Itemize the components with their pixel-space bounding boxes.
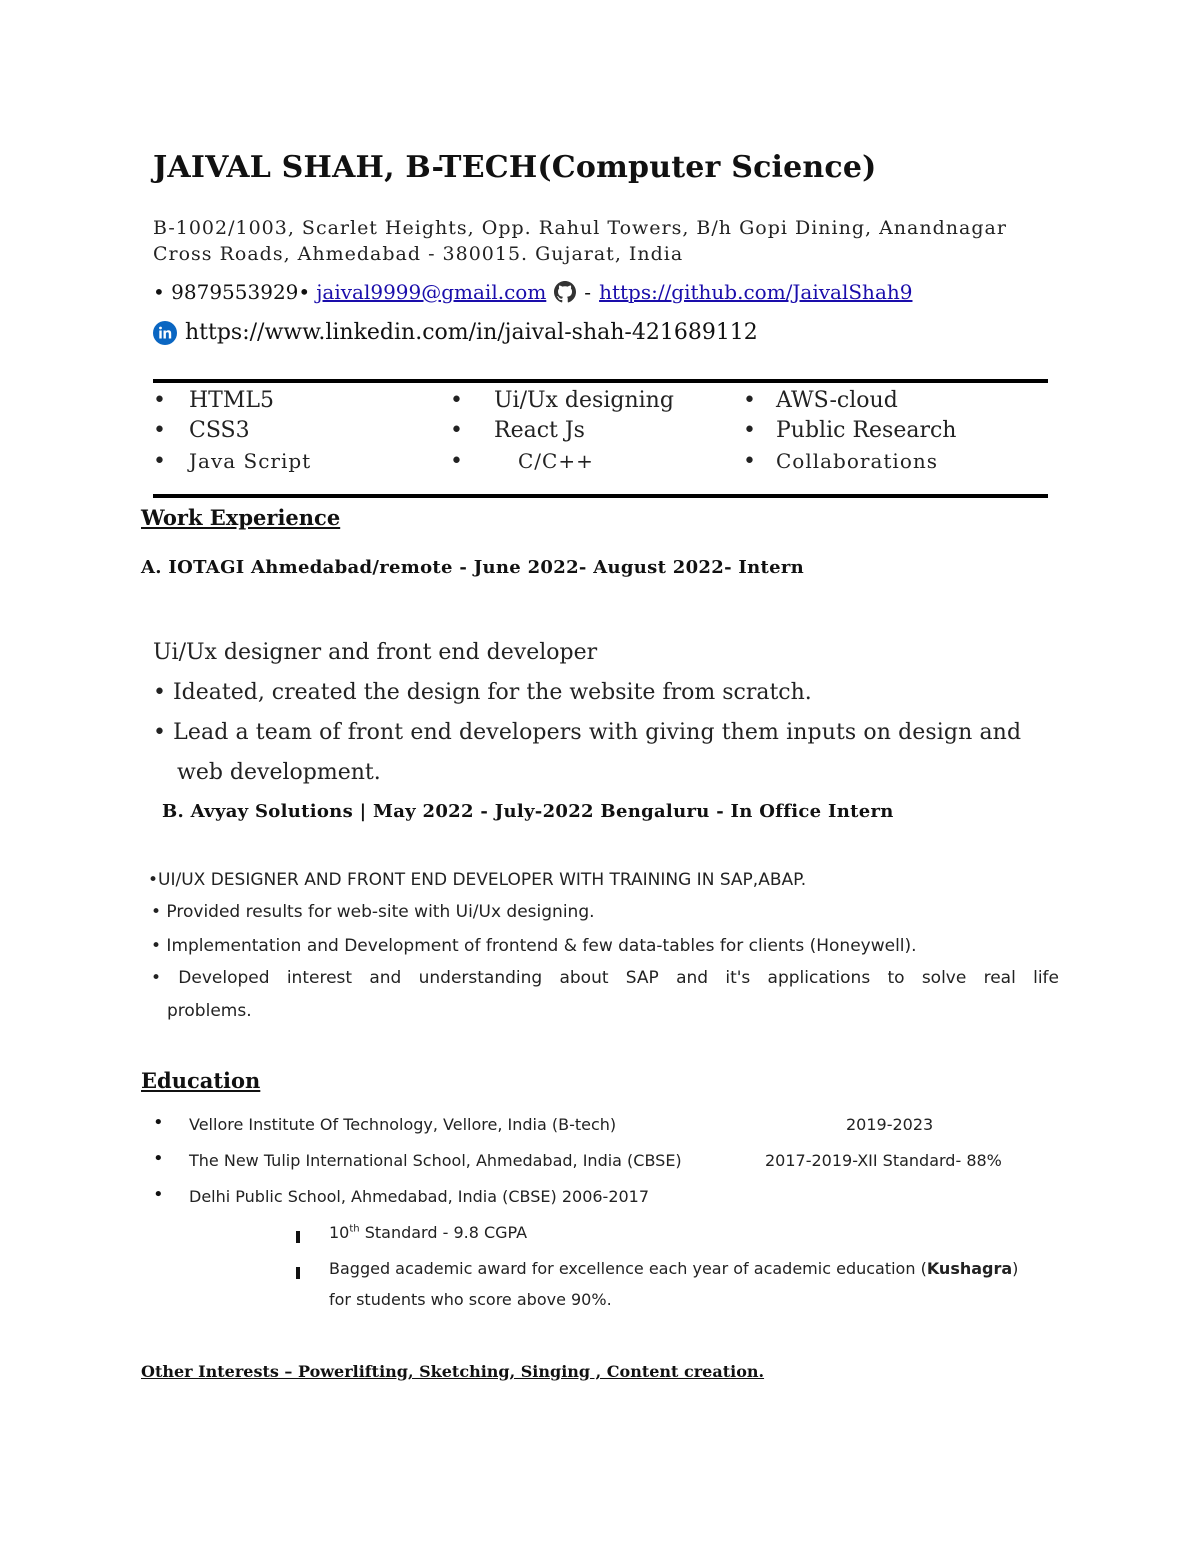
address-line-1: B-1002/1003, Scarlet Heights, Opp. Rahul Towers, B/h Gopi Dining, Anandnagar (153, 217, 1007, 239)
skill-css3: CSS3 (189, 418, 250, 443)
education-item-tulip: The New Tulip International School, Ahmedabad, India (CBSE) (189, 1151, 682, 1170)
education-sub-award-cont: for students who score above 90%. (329, 1290, 612, 1309)
linkedin-icon (153, 321, 177, 345)
education-bullet: • (153, 1184, 164, 1205)
phone-number: • 9879553929• (153, 280, 311, 304)
skill-item: • (743, 388, 756, 413)
address-line-2: Cross Roads, Ahmedabad - 380015. Gujarat, India (153, 243, 684, 265)
square-bullet (296, 1228, 300, 1247)
skill-aws: AWS-cloud (776, 388, 898, 413)
education-bullet: • (153, 1112, 164, 1133)
job-a-heading: A. IOTAGI Ahmedabad/remote - June 2022- August 2022- Intern (141, 557, 805, 578)
github-link[interactable]: https://github.com/JaivalShah9 (599, 280, 913, 304)
skill-react: React Js (494, 418, 585, 443)
contact-row (153, 280, 912, 304)
job-a-bullet-2-cont: web development. (177, 760, 381, 785)
skill-research: Public Research (776, 418, 957, 443)
skill-item: • (743, 418, 756, 443)
education-bullet: • (153, 1148, 164, 1169)
education-item-dps: Delhi Public School, Ahmedabad, India (CBSE) 2006-2017 (189, 1187, 650, 1206)
job-b-bullet-2: • Provided results for web-site with Ui/Ux designing. (151, 902, 595, 922)
page-title: JAIVAL SHAH, B-TECH(Computer Science) (153, 150, 877, 185)
skill-cpp: C/C++ (518, 449, 594, 473)
job-a-bullet-1: • Ideated, created the design for the website from scratch. (153, 680, 812, 705)
linkedin-row (153, 320, 758, 345)
divider-bottom (153, 494, 1048, 498)
skill-item: • (153, 418, 166, 443)
education-sub-award: Bagged academic award for excellence each year of academic education (Kushagra) (329, 1259, 1019, 1278)
skill-item: • (153, 388, 166, 413)
job-b-bullet-3: • Implementation and Development of frontend & few data-tables for clients (Honeywell). (151, 936, 917, 956)
skill-collaborations: Collaborations (776, 449, 939, 473)
skill-html5: HTML5 (189, 388, 274, 413)
github-icon (554, 281, 576, 303)
skill-item: • (450, 418, 463, 443)
skill-item: • (743, 449, 756, 474)
skill-uiux: Ui/Ux designing (494, 388, 674, 413)
job-b-bullet-4-cont: problems. (167, 1001, 252, 1021)
square-bullet (296, 1264, 300, 1283)
other-interests: Other Interests – Powerlifting, Sketching, Singing , Content creation. (141, 1362, 765, 1381)
github-separator: - (584, 280, 592, 304)
education-item-tulip-year: 2017-2019-XII Standard- 88% (765, 1151, 1002, 1170)
email-link[interactable]: jaival9999@gmail.com (316, 280, 547, 304)
skill-item: • (153, 449, 166, 474)
education-item-vit-year: 2019-2023 (846, 1115, 934, 1134)
job-b-bullet-4: • Developed interest and understanding about SAP and it's applications to solve real life (151, 968, 1059, 988)
education-item-vit: Vellore Institute Of Technology, Vellore, India (B-tech) (189, 1115, 617, 1134)
skill-item: • (450, 449, 463, 474)
skill-item: • (450, 388, 463, 413)
job-a-role: Ui/Ux designer and front end developer (153, 640, 598, 665)
linkedin-url[interactable]: https://www.linkedin.com/in/jaival-shah-421689112 (185, 320, 758, 345)
job-b-bullet-1: •UI/UX DESIGNER AND FRONT END DEVELOPER WITH TRAINING IN SAP,ABAP. (148, 870, 807, 890)
divider-top (153, 379, 1048, 383)
education-sub-cgpa: 10th Standard - 9.8 CGPA (329, 1223, 528, 1242)
job-a-bullet-2: • Lead a team of front end developers with giving them inputs on design and (153, 720, 1022, 745)
skill-javascript: Java Script (189, 449, 312, 473)
work-experience-heading: Work Experience (141, 505, 341, 530)
education-heading: Education (141, 1068, 261, 1093)
job-b-heading: B. Avyay Solutions | May 2022 - July-2022 Bengaluru - In Office Intern (162, 801, 894, 822)
